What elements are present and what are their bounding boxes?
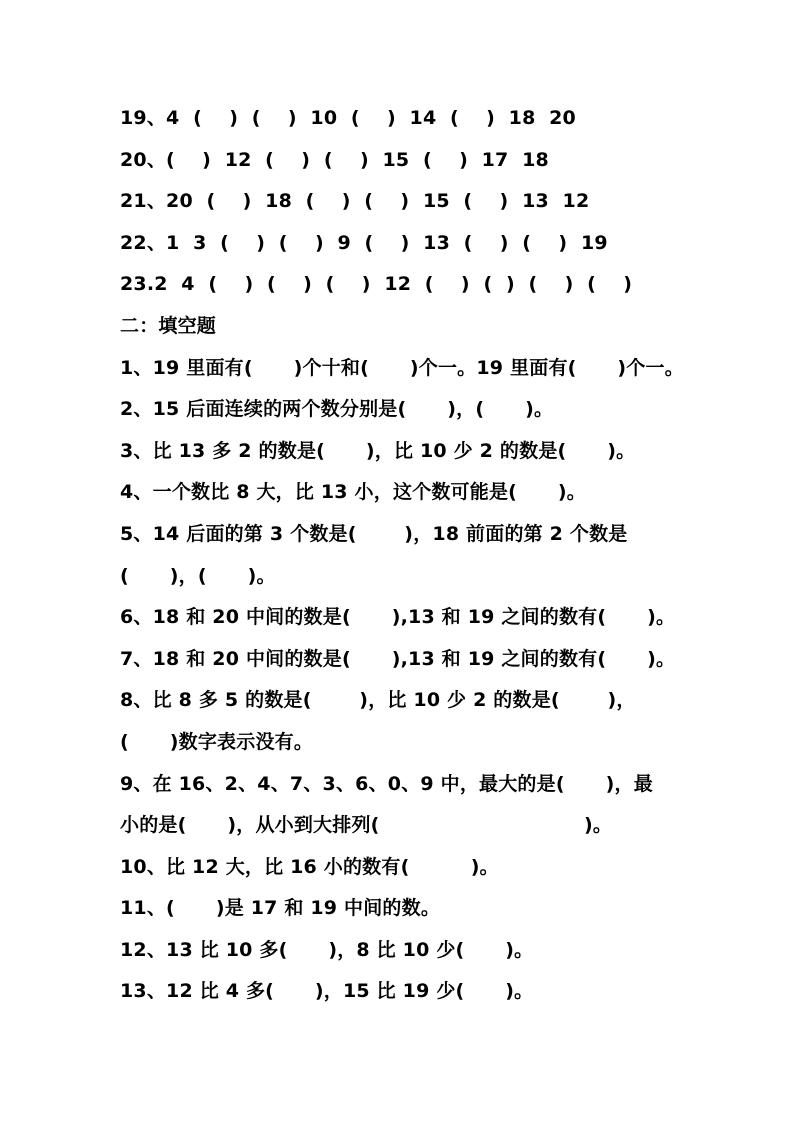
- question-19: 19、4 ( ) ( ) 10 ( ) 14 ( ) 18 20: [120, 107, 576, 129]
- fill-question-12: 12、13 比 10 多( )，8 比 10 少( )。: [120, 938, 534, 961]
- section-heading-fill-in: 二：填空题: [120, 314, 217, 337]
- fill-question-5: 5、14 后面的第 3 个数是( )，18 前面的第 2 个数是: [120, 522, 628, 545]
- fill-question-6: 6、18 和 20 中间的数是( ),13 和 19 之间的数有( )。: [120, 606, 676, 629]
- fill-question-13: 13、12 比 4 多( )，15 比 19 少( )。: [120, 980, 534, 1003]
- fill-question-4: 4、一个数比 8 大，比 13 小，这个数可能是( )。: [120, 481, 586, 504]
- fill-question-9-continued: 小的是( )，从小到大排列( )。: [120, 814, 613, 837]
- fill-question-9: 9、在 16、2、4、7、3、6、0、9 中，最大的是( )，最: [120, 772, 653, 795]
- question-22: 22、1 3 ( ) ( ) 9 ( ) 13 ( ) ( ) 19: [120, 231, 608, 254]
- fill-question-1: 1、19 里面有( )个十和( )个一。19 里面有( )个一。: [120, 356, 684, 379]
- fill-question-11: 11、( )是 17 和 19 中间的数。: [120, 897, 441, 920]
- worksheet-content: [120, 98, 760, 1013]
- fill-question-8: 8、比 8 多 5 的数是( )，比 10 少 2 的数是( )，: [120, 689, 636, 712]
- fill-question-8-continued: ( )数字表示没有。: [120, 730, 314, 753]
- fill-question-2: 2、15 后面连续的两个数分别是( )，( )。: [120, 398, 554, 421]
- question-21: 21、20 ( ) 18 ( ) ( ) 15 ( ) 13 12: [120, 190, 590, 213]
- fill-question-3: 3、比 13 多 2 的数是( )，比 10 少 2 的数是( )。: [120, 439, 636, 462]
- fill-question-10: 10、比 12 大，比 16 小的数有( )。: [120, 855, 499, 878]
- question-23: 23.2 4 ( ) ( ) ( ) 12 ( ) ( ) ( ) ( ): [120, 273, 633, 296]
- fill-question-5-continued: ( )，( )。: [120, 564, 276, 587]
- question-20: 20、( ) 12 ( ) ( ) 15 ( ) 17 18: [120, 148, 549, 171]
- fill-question-7: 7、18 和 20 中间的数是( ),13 和 19 之间的数有( )。: [120, 647, 676, 670]
